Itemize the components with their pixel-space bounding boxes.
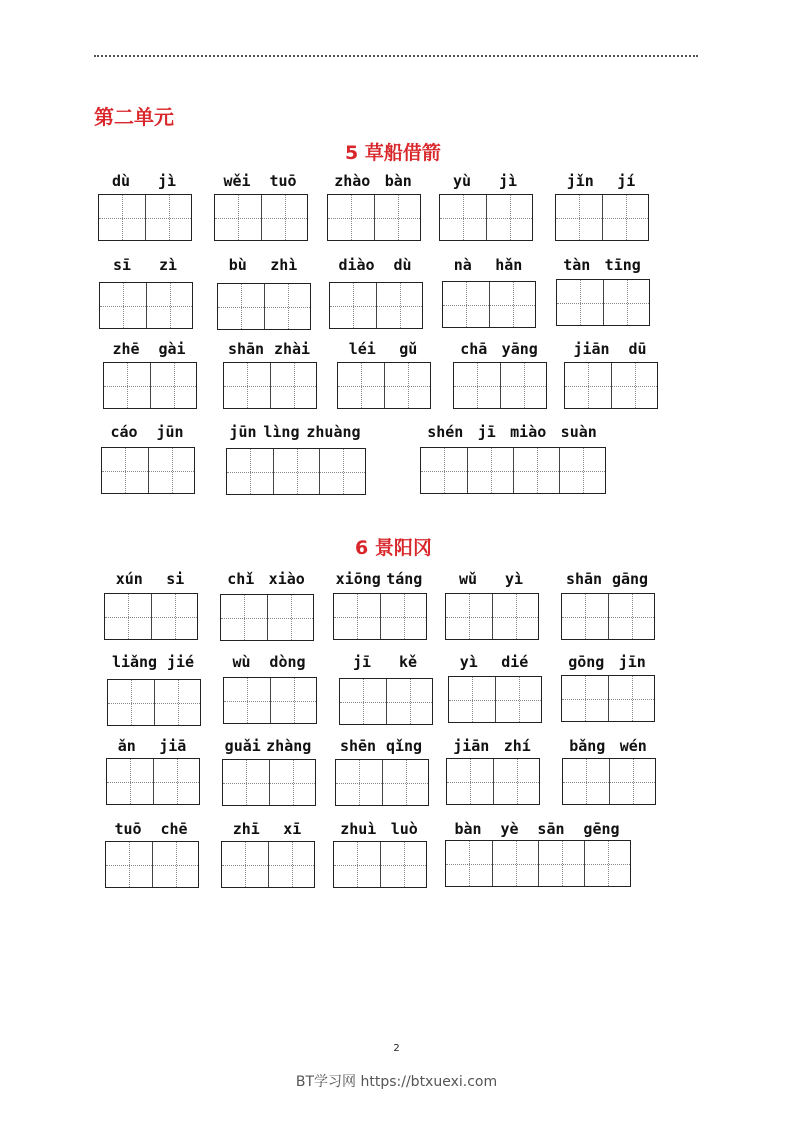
pinyin-syllable: tuō: [114, 820, 142, 838]
pinyin-syllable: yè: [500, 820, 519, 838]
writing-cell[interactable]: [264, 284, 310, 329]
tianzige-box-row: [564, 362, 658, 409]
pinyin-syllable: jūn: [229, 423, 257, 441]
writing-cell[interactable]: [556, 195, 602, 240]
tianzige-box-row: [561, 593, 655, 640]
tianzige-box-row: [327, 194, 421, 241]
page-number: 2: [393, 1043, 400, 1054]
writing-cell[interactable]: [611, 363, 657, 408]
tianzige-box-row: [107, 679, 201, 726]
writing-cell[interactable]: [215, 195, 261, 240]
pinyin-row: [217, 256, 309, 274]
writing-cell[interactable]: [145, 195, 191, 240]
writing-cell[interactable]: [267, 595, 313, 640]
tianzige-box-row: [101, 447, 195, 494]
pinyin-syllable: xī: [283, 820, 302, 838]
pinyin-syllable: zì: [158, 256, 178, 274]
writing-cell[interactable]: [382, 760, 428, 805]
tianzige-box-row: [222, 759, 316, 806]
pinyin-row: [107, 653, 199, 671]
tianzige-box-row: [106, 758, 200, 805]
pinyin-syllable: jì: [157, 172, 177, 190]
pinyin-syllable: wěi: [223, 172, 251, 190]
tianzige-box-row: [329, 282, 423, 329]
pinyin-syllable: xiào: [268, 570, 305, 588]
pinyin-row: [420, 423, 604, 441]
pinyin-syllable: zhài: [273, 340, 311, 358]
pinyin-syllable: zhì: [270, 256, 298, 274]
pinyin-row: [442, 256, 534, 274]
pinyin-syllable: jiā: [159, 737, 187, 755]
pinyin-syllable: tàn: [563, 256, 591, 274]
word-item: [339, 653, 431, 725]
pinyin-syllable: chǐ: [227, 570, 255, 588]
tianzige-box-row: [445, 593, 539, 640]
tianzige-box-row: [445, 840, 631, 887]
writing-cell[interactable]: [563, 759, 609, 804]
word-item: [333, 570, 425, 640]
pinyin-row: [446, 737, 538, 755]
pinyin-syllable: jié: [166, 653, 195, 671]
pinyin-syllable: jǐn: [566, 172, 594, 190]
pinyin-syllable: zhuàng: [306, 423, 361, 441]
writing-cell[interactable]: [270, 678, 316, 723]
writing-cell[interactable]: [152, 842, 198, 887]
writing-cell[interactable]: [107, 759, 153, 804]
writing-cell[interactable]: [446, 594, 492, 639]
word-item: [223, 653, 315, 724]
footer-watermark: BT学习网 https://btxuexi.com: [295, 1074, 498, 1090]
pinyin-syllable: dié: [501, 653, 529, 671]
writing-cell[interactable]: [486, 195, 532, 240]
pinyin-row: [564, 340, 656, 358]
word-item: [222, 737, 314, 806]
pinyin-row: [333, 820, 425, 838]
word-item: [333, 820, 425, 888]
pinyin-syllable: yāng: [501, 340, 538, 358]
writing-cell[interactable]: [99, 195, 145, 240]
tianzige-box-row: [223, 677, 317, 724]
pinyin-syllable: dù: [393, 256, 412, 274]
writing-cell[interactable]: [104, 363, 150, 408]
pinyin-row: [104, 570, 196, 588]
writing-cell[interactable]: [153, 759, 199, 804]
tianzige-box-row: [339, 678, 433, 725]
word-item: [101, 423, 193, 494]
pinyin-row: [99, 256, 191, 274]
pinyin-syllable: tīng: [604, 256, 641, 274]
writing-cell[interactable]: [440, 195, 486, 240]
writing-cell[interactable]: [261, 195, 307, 240]
tianzige-box-row: [439, 194, 533, 241]
word-item: [556, 256, 648, 326]
writing-cell[interactable]: [608, 676, 654, 721]
pinyin-row: [220, 570, 312, 588]
writing-cell[interactable]: [386, 679, 432, 724]
pinyin-syllable: chē: [160, 820, 188, 838]
word-item: [562, 737, 654, 805]
pinyin-syllable: jī: [477, 423, 496, 441]
word-item: [561, 653, 653, 722]
pinyin-syllable: gài: [158, 340, 186, 358]
writing-cell[interactable]: [151, 594, 197, 639]
writing-cell[interactable]: [380, 842, 426, 887]
word-item: [337, 340, 429, 409]
writing-cell[interactable]: [221, 595, 267, 640]
word-item: [329, 256, 421, 329]
tianzige-box-row: [448, 676, 542, 723]
word-item: [420, 423, 604, 494]
writing-cell[interactable]: [268, 842, 314, 887]
pinyin-row: [214, 172, 306, 190]
writing-cell[interactable]: [330, 283, 376, 328]
pinyin-row: [105, 820, 197, 838]
pinyin-syllable: xiōng: [335, 570, 381, 588]
writing-cell[interactable]: [102, 448, 148, 493]
word-item: [214, 172, 306, 241]
writing-cell[interactable]: [609, 759, 655, 804]
writing-cell[interactable]: [454, 363, 500, 408]
word-item: [226, 423, 364, 495]
pinyin-syllable: si: [166, 570, 185, 588]
pinyin-row: [333, 570, 425, 588]
pinyin-syllable: nà: [453, 256, 472, 274]
pinyin-row: [335, 737, 427, 755]
pinyin-syllable: zhàng: [266, 737, 312, 755]
tianzige-box-row: [555, 194, 649, 241]
pinyin-syllable: dū: [628, 340, 647, 358]
pinyin-syllable: zhí: [503, 737, 531, 755]
pinyin-row: [339, 653, 431, 671]
writing-cell[interactable]: [495, 677, 541, 722]
writing-cell[interactable]: [557, 280, 603, 325]
word-item: [446, 737, 538, 805]
tianzige-box-row: [214, 194, 308, 241]
writing-cell[interactable]: [334, 842, 380, 887]
pinyin-syllable: jīn: [618, 653, 646, 671]
writing-cell[interactable]: [334, 594, 380, 639]
writing-cell[interactable]: [224, 363, 270, 408]
pinyin-syllable: liǎng: [111, 653, 158, 671]
writing-cell[interactable]: [340, 679, 386, 724]
pinyin-row: [329, 256, 421, 274]
writing-cell[interactable]: [222, 842, 268, 887]
word-item: [217, 256, 309, 330]
writing-cell[interactable]: [603, 280, 649, 325]
writing-cell[interactable]: [374, 195, 420, 240]
writing-cell[interactable]: [602, 195, 648, 240]
writing-cell[interactable]: [608, 594, 654, 639]
pinyin-syllable: hǎn: [495, 256, 523, 274]
word-item: [103, 340, 195, 409]
lesson-title-6: 6 景阳冈: [355, 537, 432, 559]
pinyin-syllable: suàn: [560, 423, 597, 441]
writing-cell[interactable]: [467, 448, 513, 493]
word-item: [564, 340, 656, 409]
pinyin-syllable: zhào: [334, 172, 371, 190]
word-item: [442, 256, 534, 328]
pinyin-row: [562, 737, 654, 755]
word-item: [105, 820, 197, 888]
tianzige-box-row: [217, 283, 311, 330]
writing-cell[interactable]: [336, 760, 382, 805]
pinyin-syllable: gēng: [583, 820, 620, 838]
pinyin-syllable: zhī: [232, 820, 260, 838]
pinyin-row: [561, 653, 653, 671]
writing-cell[interactable]: [105, 594, 151, 639]
tianzige-box-row: [446, 758, 540, 805]
pinyin-syllable: yì: [459, 653, 478, 671]
pinyin-row: [448, 653, 540, 671]
pinyin-row: [337, 340, 429, 358]
word-item: [561, 570, 653, 640]
pinyin-syllable: jī: [352, 653, 372, 671]
pinyin-syllable: shén: [427, 423, 464, 441]
pinyin-row: [221, 820, 313, 838]
word-item: [104, 570, 196, 640]
word-item: [439, 172, 531, 241]
pinyin-row: [445, 820, 629, 838]
writing-cell[interactable]: [227, 449, 273, 494]
writing-cell[interactable]: [146, 283, 192, 328]
tianzige-box-row: [221, 841, 315, 888]
writing-cell[interactable]: [154, 680, 200, 725]
writing-cell[interactable]: [150, 363, 196, 408]
pinyin-syllable: léi: [348, 340, 376, 358]
writing-cell[interactable]: [513, 448, 559, 493]
writing-cell[interactable]: [269, 760, 315, 805]
writing-cell[interactable]: [223, 760, 269, 805]
tianzige-box-row: [333, 841, 427, 888]
word-item: [327, 172, 419, 241]
pinyin-syllable: miào: [510, 423, 547, 441]
pinyin-syllable: guǎi: [224, 737, 261, 755]
pinyin-syllable: gǔ: [399, 340, 418, 358]
writing-cell[interactable]: [319, 449, 365, 494]
writing-cell[interactable]: [106, 842, 152, 887]
pinyin-row: [222, 737, 314, 755]
writing-cell[interactable]: [559, 448, 605, 493]
pinyin-syllable: chā: [460, 340, 488, 358]
pinyin-syllable: sī: [112, 256, 132, 274]
writing-cell[interactable]: [443, 282, 489, 327]
pinyin-row: [556, 256, 648, 274]
tianzige-box-row: [220, 594, 314, 641]
word-item: [221, 820, 313, 888]
tianzige-box-row: [333, 593, 427, 640]
word-item: [107, 653, 199, 726]
tianzige-box-row: [226, 448, 366, 495]
writing-cell[interactable]: [493, 759, 539, 804]
pinyin-row: [103, 340, 195, 358]
writing-cell[interactable]: [562, 676, 608, 721]
writing-cell[interactable]: [446, 841, 492, 886]
pinyin-row: [226, 423, 364, 441]
pinyin-syllable: gāng: [611, 570, 649, 588]
word-item: [223, 340, 315, 409]
writing-cell[interactable]: [218, 284, 264, 329]
writing-cell[interactable]: [270, 363, 316, 408]
pinyin-syllable: shān: [565, 570, 603, 588]
writing-cell[interactable]: [447, 759, 493, 804]
writing-cell[interactable]: [492, 594, 538, 639]
tianzige-box-row: [99, 282, 193, 329]
pinyin-syllable: yì: [504, 570, 524, 588]
pinyin-syllable: wén: [619, 737, 647, 755]
header-dotted-rule: [94, 55, 698, 57]
pinyin-syllable: lìng: [263, 423, 300, 441]
pinyin-syllable: tuō: [269, 172, 297, 190]
pinyin-syllable: wù: [232, 653, 251, 671]
unit-title: 第二单元: [94, 105, 174, 129]
writing-cell[interactable]: [376, 283, 422, 328]
pinyin-row: [223, 340, 315, 358]
tianzige-box-row: [561, 675, 655, 722]
writing-cell[interactable]: [492, 841, 538, 886]
pinyin-row: [101, 423, 193, 441]
pinyin-syllable: táng: [386, 570, 423, 588]
writing-cell[interactable]: [538, 841, 584, 886]
writing-cell[interactable]: [562, 594, 608, 639]
writing-cell[interactable]: [500, 363, 546, 408]
word-item: [445, 820, 629, 887]
writing-cell[interactable]: [224, 678, 270, 723]
pinyin-row: [106, 737, 198, 755]
pinyin-syllable: xún: [115, 570, 143, 588]
writing-cell[interactable]: [384, 363, 430, 408]
word-item: [445, 570, 537, 640]
word-item: [335, 737, 427, 806]
pinyin-syllable: shān: [227, 340, 265, 358]
pinyin-row: [555, 172, 647, 190]
pinyin-row: [223, 653, 315, 671]
pinyin-syllable: zhuì: [340, 820, 377, 838]
pinyin-syllable: diào: [338, 256, 375, 274]
writing-cell[interactable]: [108, 680, 154, 725]
tianzige-box-row: [562, 758, 656, 805]
writing-cell[interactable]: [273, 449, 319, 494]
pinyin-syllable: dòng: [269, 653, 306, 671]
pinyin-syllable: zhē: [112, 340, 140, 358]
pinyin-syllable: ǎn: [117, 737, 136, 755]
pinyin-syllable: qǐng: [385, 737, 423, 755]
pinyin-row: [439, 172, 531, 190]
tianzige-box-row: [98, 194, 192, 241]
writing-cell[interactable]: [584, 841, 630, 886]
pinyin-row: [98, 172, 190, 190]
writing-cell[interactable]: [421, 448, 467, 493]
pinyin-row: [327, 172, 419, 190]
pinyin-syllable: dù: [111, 172, 131, 190]
pinyin-syllable: gōng: [568, 653, 605, 671]
pinyin-syllable: bàn: [384, 172, 412, 190]
pinyin-syllable: bù: [228, 256, 247, 274]
pinyin-syllable: bǎng: [569, 737, 606, 755]
tianzige-box-row: [453, 362, 547, 409]
pinyin-syllable: bàn: [454, 820, 482, 838]
writing-cell[interactable]: [489, 282, 535, 327]
word-item: [448, 653, 540, 723]
writing-cell[interactable]: [338, 363, 384, 408]
writing-cell[interactable]: [328, 195, 374, 240]
word-item: [220, 570, 312, 641]
tianzige-box-row: [556, 279, 650, 326]
tianzige-box-row: [420, 447, 606, 494]
pinyin-syllable: jí: [617, 172, 636, 190]
lesson-title-5: 5 草船借箭: [345, 142, 441, 164]
pinyin-syllable: cáo: [110, 423, 138, 441]
tianzige-box-row: [337, 362, 431, 409]
tianzige-box-row: [103, 362, 197, 409]
word-item: [98, 172, 190, 241]
pinyin-syllable: jūn: [156, 423, 184, 441]
pinyin-row: [561, 570, 653, 588]
writing-cell[interactable]: [148, 448, 194, 493]
tianzige-box-row: [105, 841, 199, 888]
tianzige-box-row: [442, 281, 536, 328]
pinyin-syllable: sān: [537, 820, 565, 838]
pinyin-row: [445, 570, 537, 588]
pinyin-syllable: jì: [498, 172, 518, 190]
word-item: [555, 172, 647, 241]
pinyin-syllable: jiān: [453, 737, 490, 755]
pinyin-syllable: luò: [390, 820, 418, 838]
pinyin-syllable: jiān: [573, 340, 610, 358]
pinyin-row: [453, 340, 545, 358]
pinyin-syllable: shēn: [339, 737, 377, 755]
tianzige-box-row: [223, 362, 317, 409]
pinyin-syllable: wǔ: [458, 570, 478, 588]
writing-cell[interactable]: [380, 594, 426, 639]
word-item: [106, 737, 198, 805]
tianzige-box-row: [104, 593, 198, 640]
writing-cell[interactable]: [100, 283, 146, 328]
pinyin-syllable: yù: [452, 172, 472, 190]
pinyin-syllable: kě: [398, 653, 418, 671]
writing-cell[interactable]: [565, 363, 611, 408]
writing-cell[interactable]: [449, 677, 495, 722]
word-item: [453, 340, 545, 409]
word-item: [99, 256, 191, 329]
tianzige-box-row: [335, 759, 429, 806]
